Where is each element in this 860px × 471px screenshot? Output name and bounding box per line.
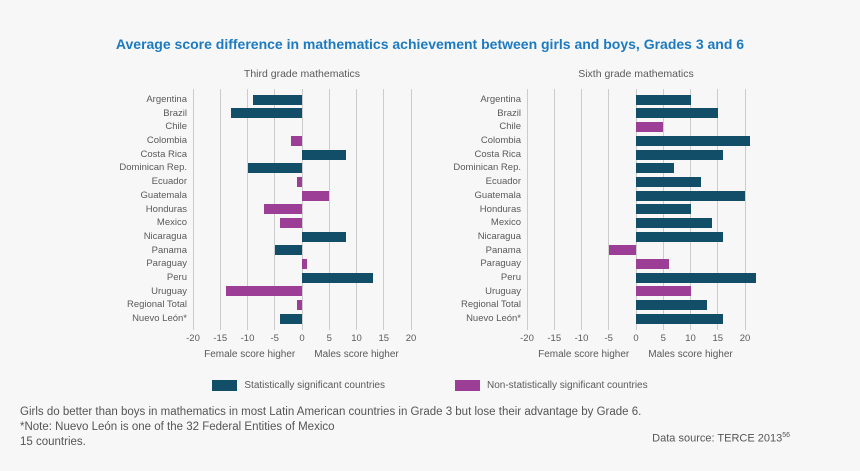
bar [636,273,756,283]
sixth-grade-chart [449,68,751,363]
tick-label: -5 [270,332,279,344]
bar-rows [193,89,411,330]
data-source-text: Data source: TERCE 2013 [652,433,783,445]
bar [302,232,346,242]
bar-row [527,257,745,271]
non-significant-color-swatch [455,380,480,391]
tick-label: 0 [299,332,305,344]
tick-label: 5 [326,332,332,344]
legend-item-significant [212,380,385,391]
country-label: Ecuador [151,176,187,188]
tick-label: -15 [547,332,562,344]
charts-row [0,68,860,363]
bar [636,150,723,160]
bar [302,259,307,269]
country-label: Regional Total [460,299,521,311]
bar-row [527,189,745,203]
footer-line-note: *Note: Nuevo León is one of the 32 Federal Entities of Mexico [20,420,335,433]
country-labels-column [449,89,527,330]
country-label: Dominican Rep. [119,162,187,174]
tick-label: 20 [739,332,751,344]
bar-row [527,298,745,312]
legend [0,380,860,391]
bar-row [193,161,411,175]
x-axis-ticks [520,332,751,347]
country-label: Nuevo León* [132,313,187,324]
bar-row [527,93,745,107]
bar [248,163,303,173]
country-labels-column [115,89,193,330]
bar [297,177,302,187]
bar [636,300,707,310]
country-label: Nicaragua [143,230,187,242]
bar [297,300,302,310]
bar-row [527,271,745,285]
bar [609,245,636,255]
males-score-higher-label: Males score higher [314,348,399,360]
country-label: Uruguay [485,285,521,297]
country-label: Paraguay [146,258,187,270]
country-label: Regional Total [126,299,187,311]
bar [636,191,745,201]
country-label: Brazil [163,107,187,119]
third-grade-chart [115,68,417,363]
female-score-higher-label: Female score higher [204,348,296,360]
bar-row [527,107,745,121]
country-label: Guatemala [140,189,187,201]
chart-title-third-grade: Third grade mathematics [243,68,361,80]
bar [226,286,302,296]
country-label: Mexico [490,217,521,229]
x-axis-sublabels [193,349,411,363]
bar [636,95,691,105]
tick-label: 10 [351,332,362,344]
tick-label: -10 [574,332,589,344]
bar [636,163,674,173]
bar-row [193,134,411,148]
bar [280,218,302,228]
bar-row [527,161,745,175]
country-label: Costa Rica [140,148,187,160]
legend-label-non-significant: Non-statistically significant countries [487,379,648,391]
bar-row [193,216,411,230]
bar-row [193,175,411,189]
bar-row [193,271,411,285]
chart-title-sixth-grade: Sixth grade mathematics [578,68,694,80]
country-label: Paraguay [480,258,521,270]
tick-label: -10 [240,332,255,344]
bar-row [527,216,745,230]
bar-row [193,257,411,271]
chart-body [449,89,745,330]
chart-body [115,89,411,330]
bar-row [527,175,745,189]
country-label: Argentina [146,94,187,105]
bar-row [193,107,411,121]
bar [636,204,691,214]
x-axis-ticks [186,332,417,347]
bar-row [527,244,745,258]
bar [636,177,701,187]
significant-color-swatch [212,380,237,391]
bar-row [193,120,411,134]
country-label: Guatemala [474,189,521,201]
bar-row [193,93,411,107]
bar-row [193,189,411,203]
bar-row [193,244,411,258]
bar [280,314,302,324]
country-label: Chile [499,121,521,133]
bar [302,273,373,283]
country-label: Peru [166,271,187,283]
country-label: Honduras [145,203,187,215]
country-label: Nuevo León* [466,313,521,324]
country-label: Honduras [479,203,521,215]
bar [636,259,669,269]
bar-row [193,203,411,217]
bar [302,150,346,160]
legend-label-significant: Statistically significant countries [244,379,385,391]
bar [264,204,302,214]
tick-label: -5 [604,332,613,344]
tick-label: -20 [520,332,534,344]
bar-row [193,312,411,326]
bar-row [193,148,411,162]
bar-row [193,298,411,312]
bar [291,136,302,146]
footer-line-summary: Girls do better than boys in mathematics in most Latin American countries in Grade 3 but lose their advantage by Grade 6. [20,405,642,418]
males-score-higher-label: Males score higher [648,348,733,360]
page-title: Average score difference in mathematics achievement between girls and boys, Grades 3 and 6 [115,36,745,52]
country-label: Colombia [146,135,187,147]
tick-label: 15 [712,332,724,344]
bar-rows [527,89,745,330]
country-label: Panama [485,244,521,256]
country-label: Panama [151,244,187,256]
tick-label: 20 [405,332,417,344]
bar-row [193,230,411,244]
bar [636,286,691,296]
legend-item-non-significant [455,380,648,391]
country-label: Chile [165,121,187,133]
tick-label: 0 [633,332,639,344]
bar [636,136,750,146]
bar [636,122,663,132]
bar-row [527,230,745,244]
bar [275,245,302,255]
bar [302,191,329,201]
bar [636,108,718,118]
tick-label: 15 [378,332,390,344]
country-label: Argentina [480,94,521,105]
bar-row [527,148,745,162]
x-axis-sublabels [527,349,745,363]
bar [636,218,712,228]
country-label: Uruguay [151,285,187,297]
country-label: Brazil [497,107,521,119]
bar [636,232,723,242]
country-label: Costa Rica [474,148,521,160]
bar-row [527,120,745,134]
bar-row [527,312,745,326]
female-score-higher-label: Female score higher [538,348,630,360]
bar [253,95,302,105]
data-source-superscript: 56 [782,432,790,440]
country-label: Colombia [480,135,521,147]
plot-area [527,89,745,330]
tick-label: -20 [186,332,200,344]
bar-row [527,134,745,148]
bar [231,108,302,118]
country-label: Dominican Rep. [453,162,521,174]
bar [636,314,723,324]
footer-line-countries: 15 countries. [20,436,86,449]
bar-row [193,285,411,299]
tick-label: 10 [685,332,696,344]
data-source [652,432,790,445]
bar-row [527,285,745,299]
plot-area [193,89,411,330]
country-label: Mexico [156,217,187,229]
country-label: Nicaragua [477,230,521,242]
bar-row [527,203,745,217]
tick-label: -15 [213,332,228,344]
country-label: Ecuador [485,176,521,188]
tick-label: 5 [660,332,666,344]
country-label: Peru [500,271,521,283]
